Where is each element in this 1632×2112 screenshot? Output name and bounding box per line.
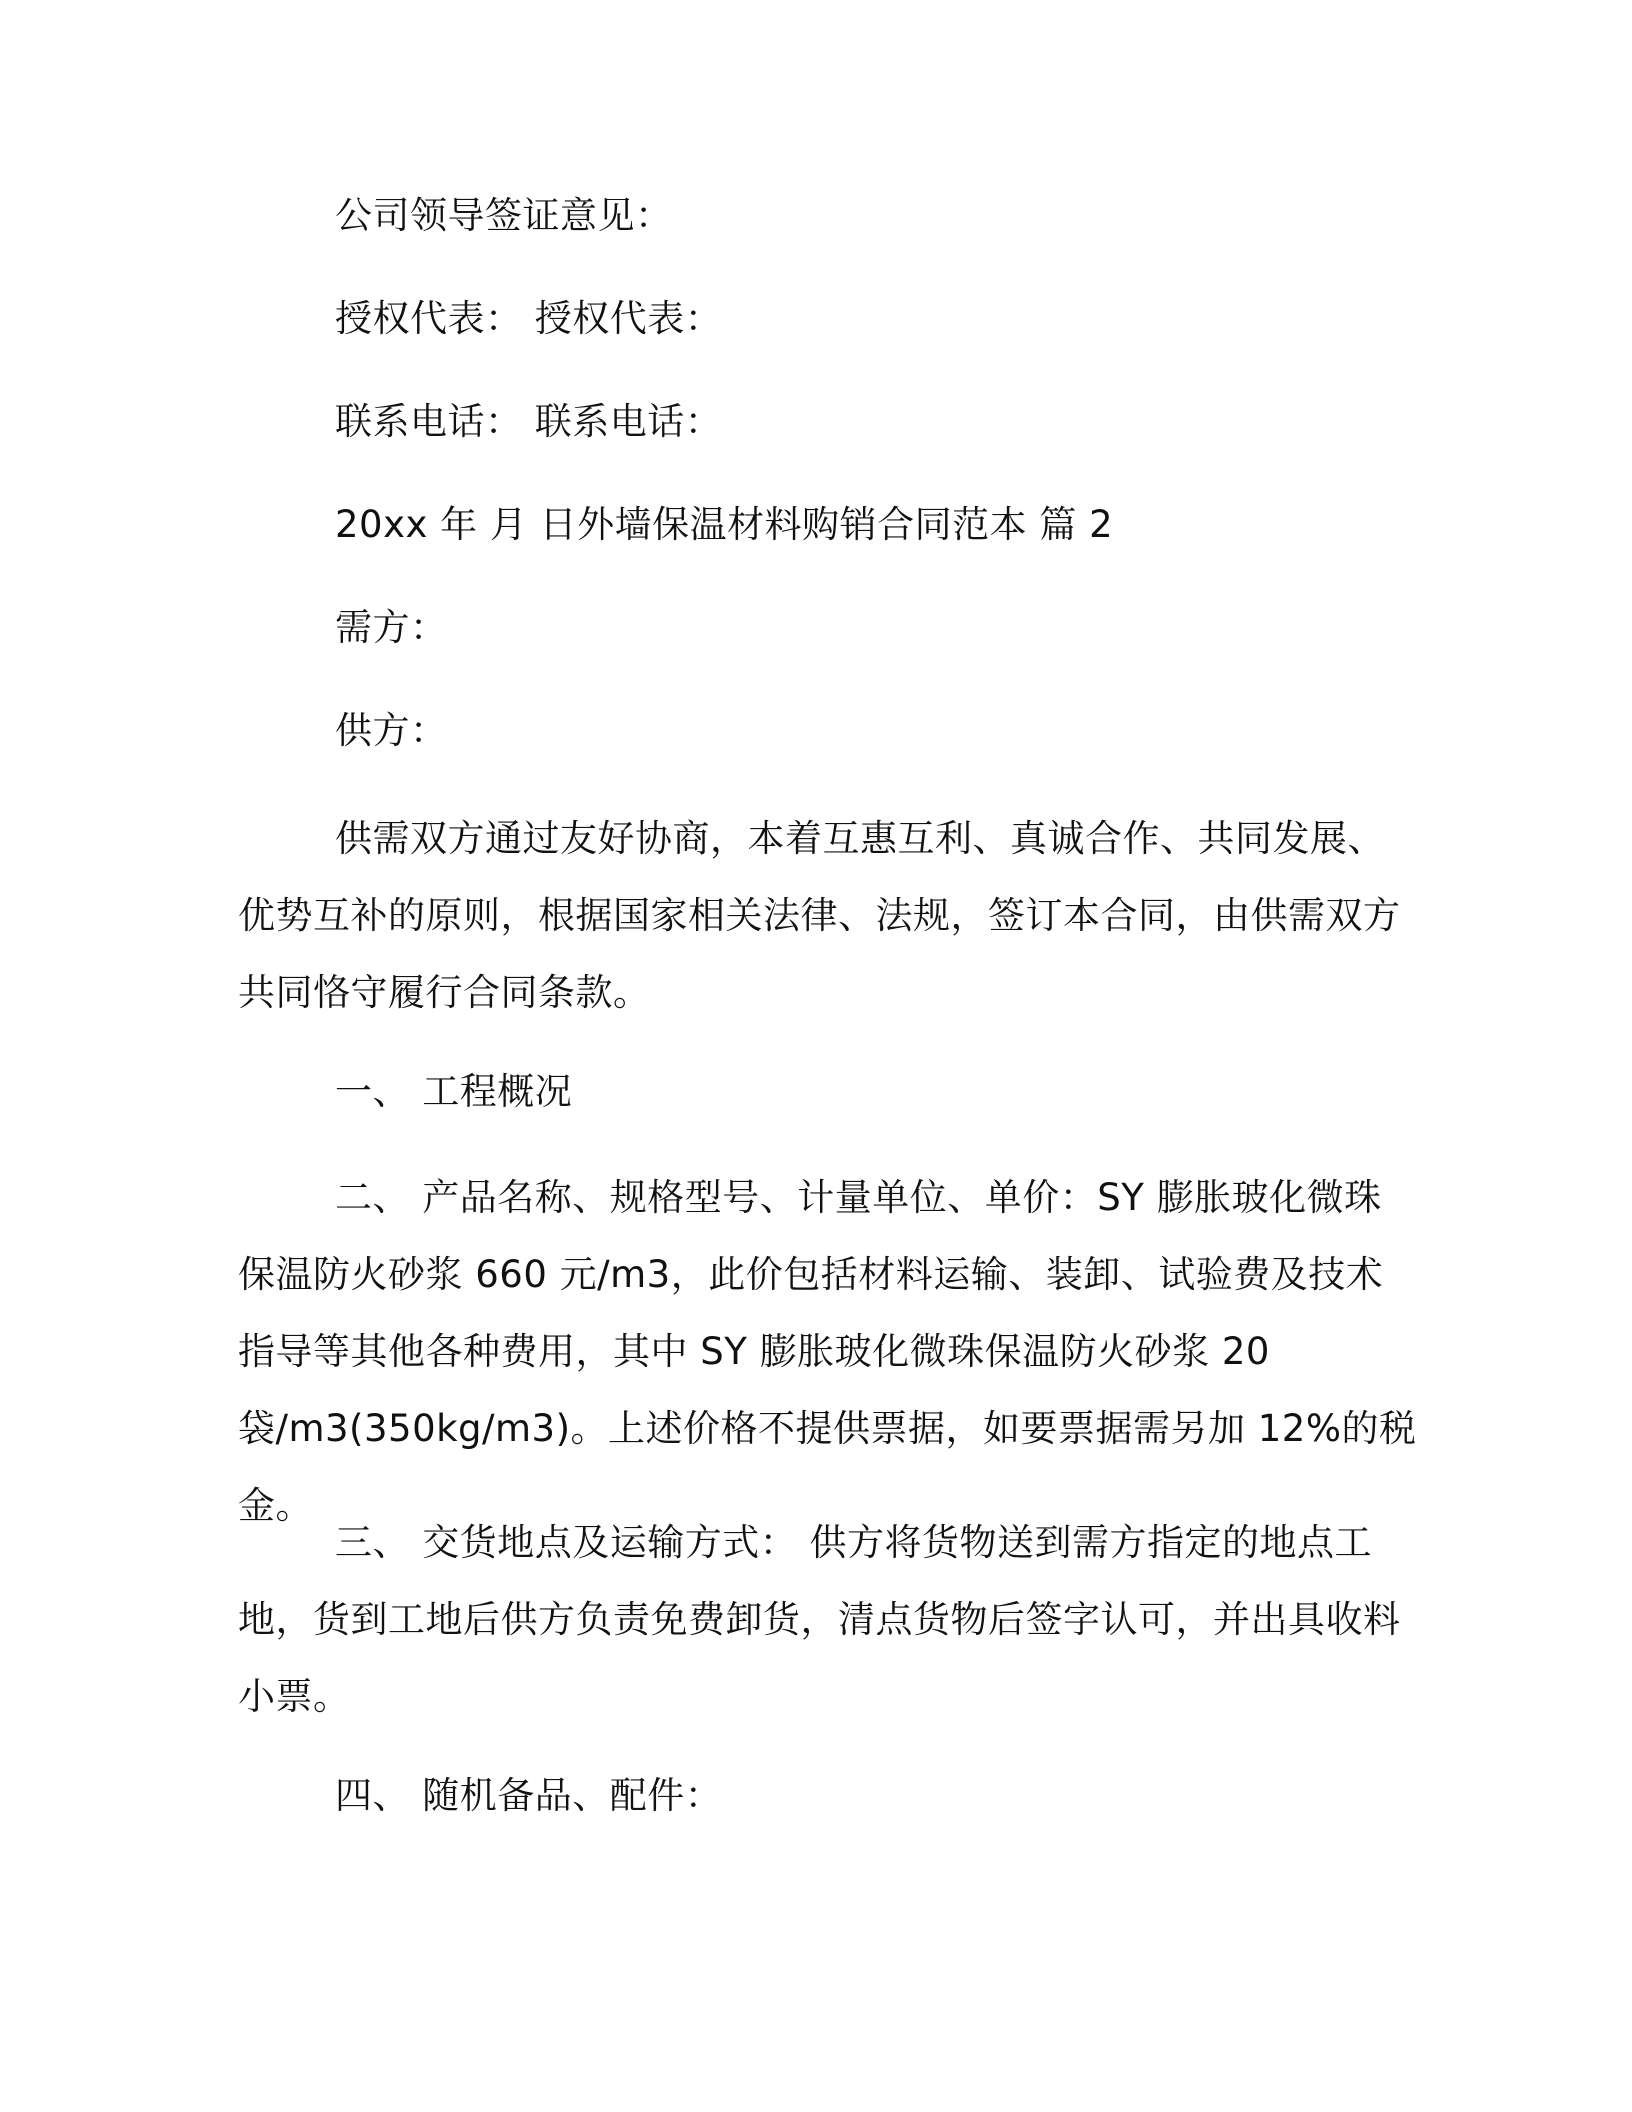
contract-title-line: 20xx 年 月 日外墙保温材料购销合同范本 篇 2 — [335, 503, 1114, 546]
contact-phone-line: 联系电话： 联系电话： — [335, 400, 723, 443]
section-2-paragraph: 二、 产品名称、规格型号、计量单位、单价：SY 膨胀玻化微珠保温防火砂浆 660 元/m3，此价包括材料运输、装卸、试验费及技术指导等其他各种费用，其中 SY 膨胀玻化微珠保温防火砂浆 20 袋/m3(350kg/m3)。上述价格不提供票据，如要票据需另加 12%的税金。 — [238, 1176, 1417, 1527]
section-1-heading: 一、 工程概况 — [335, 1070, 573, 1113]
buyer-line: 需方： — [335, 606, 448, 649]
leader-opinion-line: 公司领导签证意见： — [335, 194, 673, 237]
authorized-representative-line: 授权代表： 授权代表： — [335, 297, 723, 340]
section-3-paragraph: 三、 交货地点及运输方式： 供方将货物送到需方指定的地点工地，货到工地后供方负责免费卸货，清点货物后签字认可，并出具收料小票。 — [238, 1521, 1401, 1718]
section-4-heading: 四、 随机备品、配件： — [335, 1774, 723, 1817]
supplier-line: 供方： — [335, 709, 448, 752]
intro-paragraph: 供需双方通过友好协商，本着互惠互利、真诚合作、共同发展、优势互补的原则，根据国家相关法律、法规，签订本合同，由供需双方共同恪守履行合同条款。 — [238, 817, 1401, 1014]
